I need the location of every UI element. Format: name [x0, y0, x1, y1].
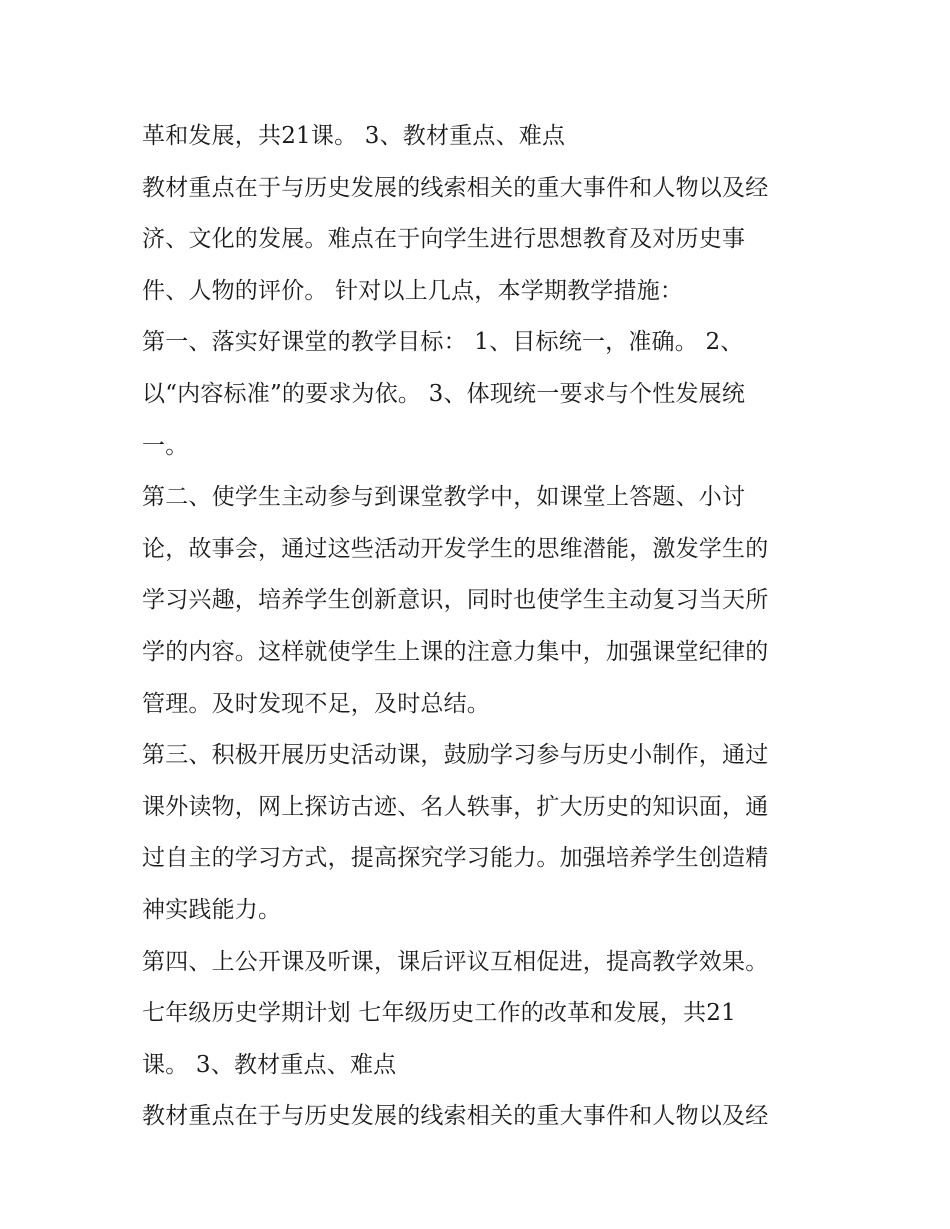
text-line: 学习兴趣，培养学生创新意识，同时也使学生主动复习当天所	[142, 587, 769, 614]
text-line: 管理。及时发现不足，及时总结。	[142, 690, 490, 717]
text-line: 课。 3、教材重点、难点	[142, 1051, 397, 1078]
text-line: 济、文化的发展。难点在于向学生进行思想教育及对历史事	[142, 226, 746, 253]
text-line: 论，故事会，通过这些活动开发学生的思维潜能，激发学生的	[142, 535, 769, 562]
text-line: 第三、积极开展历史活动课，鼓励学习参与历史小制作，通过	[142, 742, 769, 769]
text-line: 七年级历史学期计划 七年级历史工作的改革和发展，共21	[142, 1000, 736, 1027]
text-line: 第二、使学生主动参与到课堂教学中，如课堂上答题、小讨	[142, 484, 746, 511]
text-line: 以“内容标准”的要求为依。 3、体现统一要求与个性发展统	[142, 380, 746, 407]
text-line: 神实践能力。	[142, 896, 282, 923]
text-line: 课外读物，网上探访古迹、名人轶事，扩大历史的知识面，通	[142, 793, 769, 820]
text-line: 革和发展，共21课。 3、教材重点、难点	[142, 123, 566, 149]
text-line: 第四、上公开课及听课，课后评议互相促进，提高教学效果。	[142, 948, 769, 975]
text-line: 教材重点在于与历史发展的线索相关的重大事件和人物以及经	[142, 174, 769, 201]
text-line: 第一、落实好课堂的教学目标： 1、目标统一，准确。 2、	[142, 329, 744, 356]
body-text	[142, 111, 832, 1143]
text-line: 件、人物的评价。 针对以上几点，本学期教学措施：	[142, 277, 684, 304]
text-line: 过自主的学习方式，提高探究学习能力。加强培养学生创造精	[142, 845, 769, 872]
text-line: 教材重点在于与历史发展的线索相关的重大事件和人物以及经	[142, 1103, 769, 1130]
text-line: 学的内容。这样就使学生上课的注意力集中，加强课堂纪律的	[142, 638, 769, 665]
text-line: 一。	[142, 432, 189, 459]
